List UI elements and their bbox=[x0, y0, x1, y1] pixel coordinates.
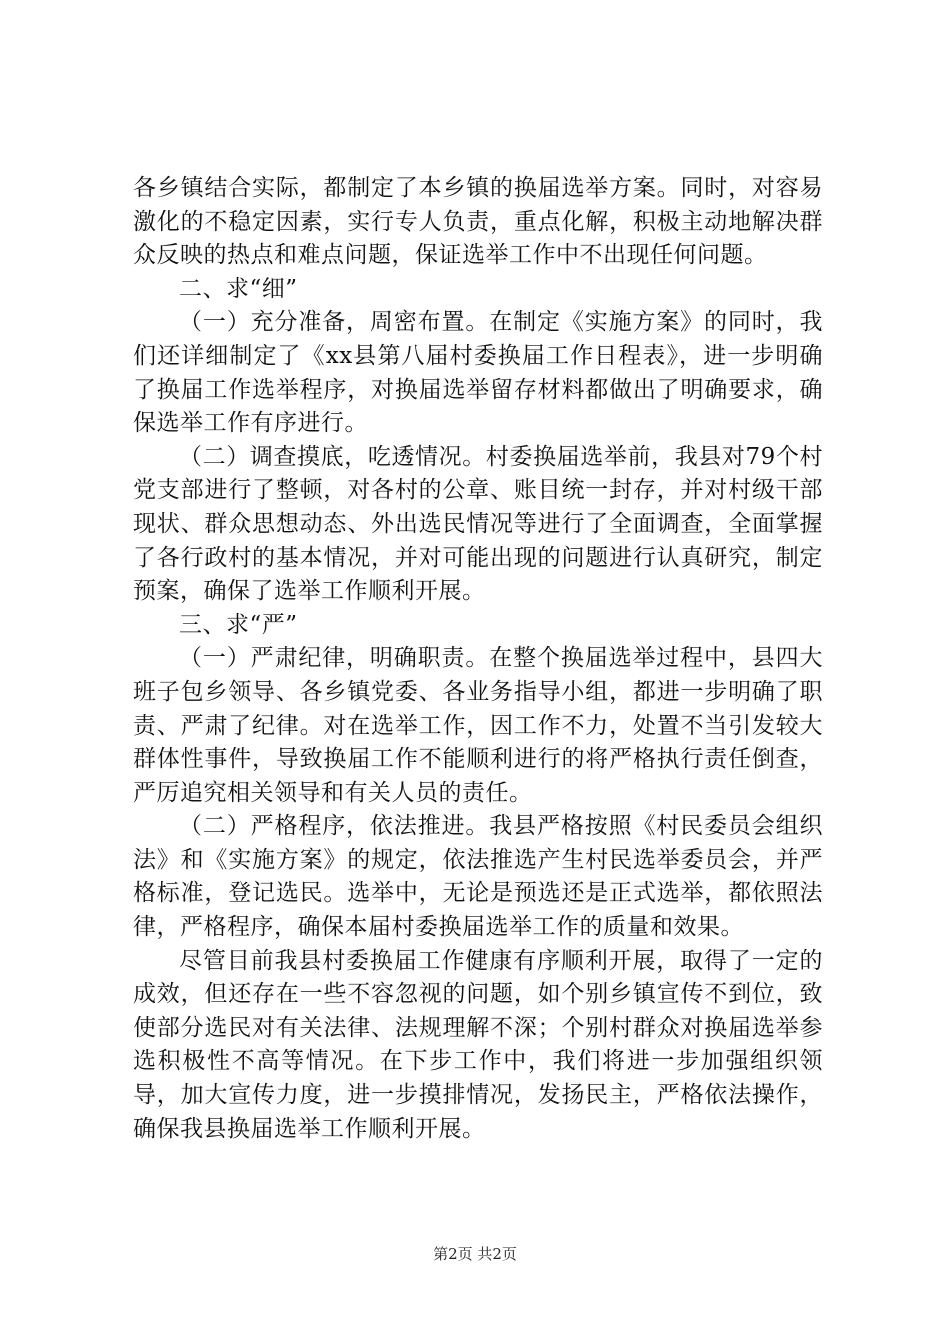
paragraph-3-1: （一）严肃纪律，明确职责。在整个换届选举过程中，县四大班子包乡领导、各乡镇党委、各业务指导小组，都进一步明确了职责、严肃了纪律。对在选举工作，因工作不力，处置不当引发较大群体性事件，导致换届工作不能顺利进行的将严格执行责任倒查，严厉追究相关领导和有关人员的责任。 bbox=[133, 645, 823, 806]
section-heading-3: 三、求“严” bbox=[179, 611, 298, 638]
paragraph-conclusion: 尽管目前我县村委换届工作健康有序顺利开展，取得了一定的成效，但还存在一些不容忽视的问题，如个别乡镇宣传不到位，致使部分选民对有关法律、法规理解不深；个别村群众对换届选举参选积极性不高等情况。在下步工作中，我们将进一步加强组织领导，加大宣传力度，进一步摸排情况，发扬民主，严格依法操作，确保我县换届选举工作顺利开展。 bbox=[133, 947, 823, 1142]
paragraph-3-2: （二）严格程序，依法推进。我县严格按照《村民委员会组织法》和《实施方案》的规定，依法推选产生村民选举委员会，并严格标准，登记选民。选举中，无论是预选还是正式选举，都依照法律，严格程序，确保本届村委换届选举工作的质量和效果。 bbox=[133, 813, 823, 941]
document-body bbox=[133, 172, 823, 1146]
paragraph-continuation: 各乡镇结合实际，都制定了本乡镇的换届选举方案。同时，对容易激化的不稳定因素，实行专人负责，重点化解，积极主动地解决群众反映的热点和难点问题，保证选举工作中不出现任何问题。 bbox=[133, 175, 823, 269]
section-heading-2: 二、求“细” bbox=[179, 275, 298, 302]
paragraph-2-1: （一）充分准备，周密布置。在制定《实施方案》的同时，我们还详细制定了《xx县第八届村委换届工作日程表》，进一步明确了换届工作选举程序，对换届选举留存材料都做出了明确要求，确保选举工作有序进行。 bbox=[133, 309, 823, 437]
paragraph-2-2: （二）调查摸底，吃透情况。村委换届选举前，我县对79个村党支部进行了整顿，对各村的公章、账目统一封存，并对村级干部现状、群众思想动态、外出选民情况等进行了全面调查，全面掌握了各行政村的基本情况，并对可能出现的问题进行认真研究，制定预案，确保了选举工作顺利开展。 bbox=[133, 443, 823, 605]
page-footer: 第2页 共2页 bbox=[433, 1245, 517, 1263]
